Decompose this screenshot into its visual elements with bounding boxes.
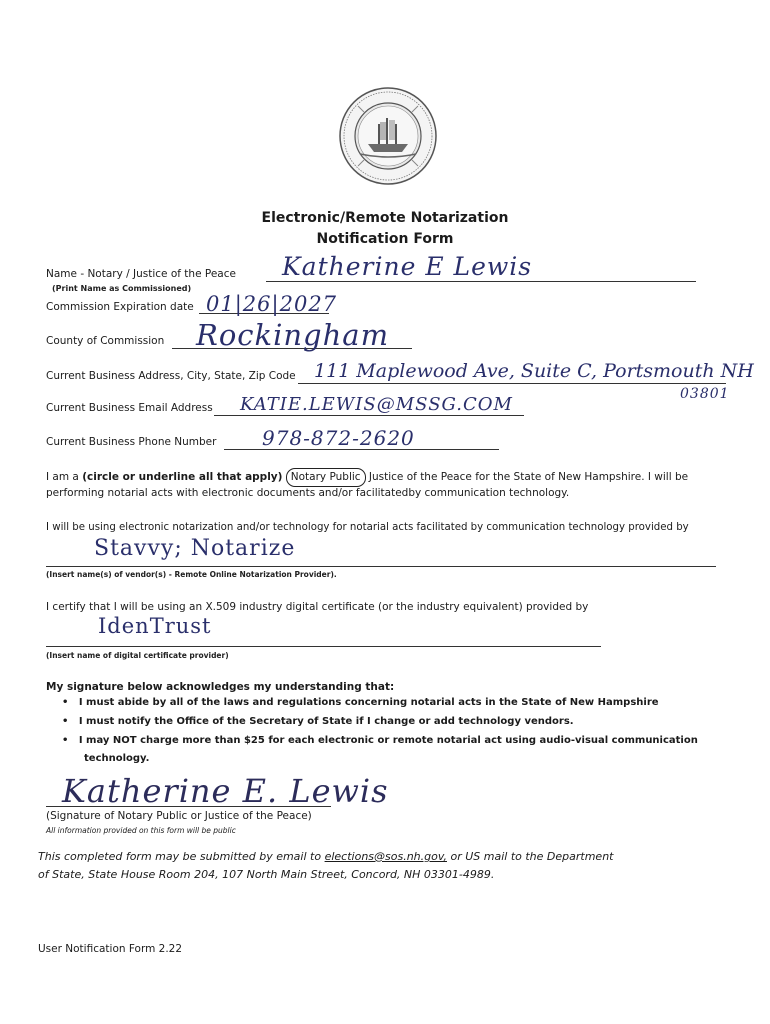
public-info-note: All information provided on this form will be public <box>46 826 236 835</box>
role-option-justice[interactable]: Justice of the Peace <box>368 471 472 483</box>
role-statement-line2: performing notarial acts with electronic documents and/or facilitatedby communication technology. <box>46 487 570 499</box>
name-underline <box>266 281 696 282</box>
state-seal-logo <box>338 86 438 186</box>
role-rest: for the State of New Hampshire. I will be <box>475 471 689 483</box>
email-handwritten-value[interactable]: KATIE.LEWIS@MSSG.COM <box>240 394 513 415</box>
address-underline <box>298 383 726 384</box>
role-option-notary-circled[interactable]: Notary Public <box>286 468 366 487</box>
submission-line2: of State, State House Room 204, 107 North Main Street, Concord, NH 03301-4989. <box>38 868 495 881</box>
form-title-line2: Notification Form <box>316 231 454 247</box>
county-handwritten-value[interactable]: Rockingham <box>196 318 390 352</box>
address-zip-handwritten[interactable]: 03801 <box>680 386 730 402</box>
certificate-handwritten-value[interactable]: IdenTrust <box>98 614 212 638</box>
submission-line1: This completed form may be submitted by email to elections@sos.nh.gov, or US mail to the Department <box>38 850 614 863</box>
phone-handwritten-value[interactable]: 978-872-2620 <box>262 426 415 450</box>
email-label: Current Business Email Address <box>46 402 213 414</box>
email-underline <box>214 415 524 416</box>
vendor-handwritten-value[interactable]: Stavvy; Notarize <box>94 536 296 561</box>
expiration-handwritten-value[interactable]: 01|26|2027 <box>206 292 338 316</box>
role-prefix: I am a <box>46 471 79 483</box>
certificate-underline <box>46 646 601 647</box>
form-title-line1: Electronic/Remote Notarization <box>261 210 509 226</box>
vendor-text: I will be using electronic notarization and/or technology for notarial acts facilitated by communication technology provided by <box>46 522 689 533</box>
county-label: County of Commission <box>46 335 165 347</box>
address-handwritten-value[interactable]: 111 Maplewood Ave, Suite C, Portsmouth NH <box>314 360 754 382</box>
name-label: Name - Notary / Justice of the Peace <box>46 268 236 280</box>
signature-handwritten[interactable]: Katherine E. Lewis <box>62 772 389 810</box>
vendor-caption: (Insert name(s) of vendor(s) - Remote Online Notarization Provider). <box>46 570 337 579</box>
name-handwritten-value[interactable]: Katherine E Lewis <box>282 252 533 281</box>
signature-underline <box>46 806 331 807</box>
address-label: Current Business Address, City, State, Zip Code <box>46 370 296 382</box>
role-instruction: (circle or underline all that apply) <box>82 471 283 483</box>
certificate-caption: (Insert name of digital certificate provider) <box>46 651 229 660</box>
acknowledgement-heading: My signature below acknowledges my understanding that: <box>46 681 395 693</box>
phone-label: Current Business Phone Number <box>46 436 217 448</box>
submission-email-link[interactable]: elections@sos.nh.gov, <box>324 850 447 863</box>
acknowledgement-bullet-3-continued: technology. <box>84 753 150 764</box>
acknowledgement-bullet-3: • I may NOT charge more than $25 for each electronic or remote notarial act using audio-visual communication <box>62 735 698 746</box>
acknowledgement-bullet-2: • I must notify the Office of the Secretary of State if I change or add technology vendors. <box>62 716 574 727</box>
expiration-label: Commission Expiration date <box>46 301 194 313</box>
certificate-text: I certify that I will be using an X.509 industry digital certificate (or the industry equivalent) provided by <box>46 601 589 613</box>
acknowledgement-bullet-1: • I must abide by all of the laws and regulations concerning notarial acts in the State of New Hampshire <box>62 697 659 708</box>
signature-label: (Signature of Notary Public or Justice of the Peace) <box>46 810 312 822</box>
name-sublabel: (Print Name as Commissioned) <box>52 284 192 293</box>
form-version-footer: User Notification Form 2.22 <box>38 943 183 955</box>
vendor-underline <box>46 566 716 567</box>
